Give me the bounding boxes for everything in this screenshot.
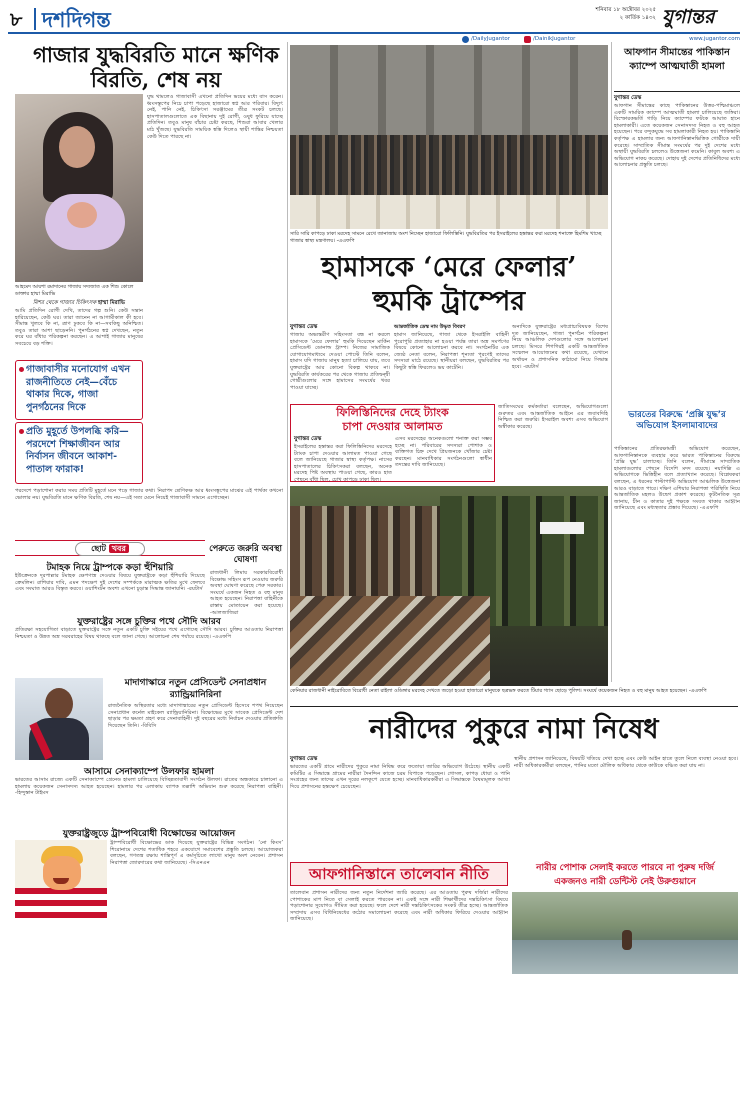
- quote-text-1: গাজাবাসীর মনোযোগ এখন রাজনীতিতে নেই—বেঁচে থাকার দিকে, গাজা পুনর্গঠনের দিকে: [26, 364, 131, 413]
- trump-cartoon: [15, 840, 107, 924]
- afghan-body: আফগান সীমান্তের কাছে পাকিস্তানের উত্তর-পশ্চিমাঞ্চলে একটি সামরিক ক্যাম্পে আত্মঘাতী হামলা চালিয়েছে জঙ্গিরা। বিস্ফোরকভর্তি গাড়ি নিয়ে ক্যাম্পের ফটকে আঘাত হানে হামলাকারী। এতে কয়েকজন সেনাসদস্য নিহত ও বহু আহত হয়েছেন। পরে বন্দুকযুদ্ধে সব হামলাকারী নিহত হয়। পাকিস্তানি কর্তৃপক্ষ এ হামলার জন্য আফগানিস্তানভিত্তিক গোষ্ঠীকে দায়ী করেছে। সাম্প্রতিক সীমান্ত সংঘর্ষের পর দুই দেশের মধ্যে অস্থায়ী যুদ্ধবিরতি চললেও উত্তেজনা কমেনি। কাবুল অবশ্য এ অভিযোগ নাকচ করেছে। দোহায় দুই দেশের প্রতিনিধিদের মধ্যে আলোচনার প্রস্তুতি চলছে।: [614, 103, 740, 169]
- women-byline: যুগান্তর ডেস্ক: [290, 756, 318, 762]
- short-news-header: [15, 540, 205, 556]
- quote-text-2: প্রতি মুহূর্তে উপলব্ধি করি—পরদেশে শিক্ষাজীবন আর নির্বাসন জীবনে আকাশ-পাতাল ফারাক!: [26, 426, 129, 475]
- section-title: দশদিগন্ত: [42, 7, 111, 32]
- assam-title: আসামে সেনাক্যাম্পে উলফার হামলা: [84, 767, 214, 777]
- hamas-headline-1: হামাসকে ‘মেরে ফেলার’: [321, 252, 577, 283]
- tanks-headline-1: ফিলিস্তিনিদের দেহে ট্যাংক: [336, 406, 449, 419]
- hamas-body-col2: হামাস জানিয়েছে, গাজা থেকে ইসরাইলি বাহিনী পুরোপুরি প্রত্যাহার না হওয়া পর্যন্ত তারা অস্ত্র সমর্পণের বিষয়ে কোনো আলোচনা করবে না। সংগঠনটির এক জ্যেষ্ঠ নেতা বলেন, নিরাপত্তা শূন্যতা পূরণেই তাদের সদস্যরা মাঠে রয়েছে। স্থানীয়রা বলছেন, যুদ্ধবিরতির পর কিছুটা স্বস্তি ফিরলেও ভয় কাটেনি।: [394, 332, 509, 371]
- madagascar-text: রাজনৈতিক অস্থিরতার মধ্যে মাদাগাস্কারের নতুন প্রেসিডেন্ট হিসেবে শপথ নিয়েছেন সেনাপ্রধান কর্নেল মাইকেল র‌্যান্ড্রিয়ানিরিনা। বিক্ষোভের মুখে সাবেক প্রেসিডেন্ট দেশ ছাড়ার পর ক্ষমতা গ্রহণ করে সেনাবাহিনী। দুই বছরের মধ্যে নির্বাচন দেওয়ার প্রতিশ্রুতি দিয়েছেন তিনি। -বিবিসি: [108, 703, 283, 729]
- india-headline: ভারতের বিরুদ্ধে ‘প্রক্সি যুদ্ধ’র অভিযোগ ইসলামাবাদের: [628, 410, 726, 431]
- tanks-byline: যুগান্তর ডেস্ক: [294, 436, 322, 442]
- gaza-headline: গাজার যুদ্ধবিরতি মানে ক্ষণিক বিরতি, শেষ নয়: [33, 42, 279, 92]
- tomahawk-text: ইউক্রেনকে দূরপাল্লার টমাহক ক্ষেপণাস্ত্র দেওয়ার বিষয়ে যুক্তরাষ্ট্রকে কড়া হুঁশিয়ারি দিয়েছে ক্রেমলিন। রাশিয়ার দাবি, এমন পদক্ষেপ দুই দেশের সম্পর্ককে মারাত্মক ক্ষতির মুখে ফেলবে এবং সংঘাত আরও বিস্তৃত করবে। ওয়াশিংটন অবশ্য এখনো চূড়ান্ত সিদ্ধান্ত জানায়নি। -রয়টার্স: [15, 573, 205, 593]
- gaza-byline: [15, 300, 143, 308]
- website-link[interactable]: www.jugantor.com: [689, 36, 740, 42]
- women-sub-headline-2: একজনও নারী ডেন্টিস্ট নেই উরুগুয়ানে: [554, 877, 696, 887]
- gaza-quote-1: [15, 360, 143, 420]
- women-headline: নারীদের পুকুরে নামা নিষেধ: [369, 714, 659, 745]
- bathing-person: [622, 930, 632, 950]
- madagascar-title: মাদাগাস্কারে নতুন প্রেসিডেন্ট সেনাপ্রধান র‌্যান্ড্রিয়ানিরিনা: [124, 678, 267, 700]
- column-separator-right: [611, 42, 612, 682]
- byline-name: হাম্মা মিরাভি: [97, 300, 125, 306]
- india-body: পাকিস্তানের প্রতিরক্ষামন্ত্রী অভিযোগ করেছেন, আফগানিস্তানকে ব্যবহার করে ভারত পাকিস্তানের বিরুদ্ধে ‘প্রক্সি যুদ্ধ’ চালাচ্ছে। তিনি বলেন, সীমান্তে সাম্প্রতিক হামলাগুলোর পেছনে বিদেশি মদদ রয়েছে। নয়াদিল্লি এ অভিযোগকে ভিত্তিহীন বলে প্রত্যাখ্যান করেছে। বিশ্লেষকরা বলছেন, এ ধরনের পাল্টাপাল্টি অভিযোগ আঞ্চলিক উত্তেজনা আরও বাড়াতে পারে। দক্ষিণ এশিয়ার নিরাপত্তা পরিস্থিতি নিয়ে আন্তর্জাতিক মহলও উদ্বেগ প্রকাশ করেছে। কূটনৈতিক সূত্র জানায়, চীন ও কাতার দুই পক্ষকে সংযত থাকার আহ্বান জানিয়েছে এবং মধ্যস্থতার প্রস্তাব দিয়েছে। -এএফপি: [614, 446, 740, 512]
- taliban-body: তালেবান প্রশাসন নারীদের জন্য নতুন নির্দেশনা জারি করেছে। এর আওতায় পুরুষ দর্জিরা নারীদের পোশাকের মাপ নিতে বা সেলাই করতে পারবেন না। একই সঙ্গে নারী শিক্ষার্থীদের দন্তচিকিৎসা বিষয়ে পড়াশোনার সুযোগও সীমিত করা হয়েছে। ফলে দেশে নারী দন্তচিকিৎসকের সংকট তীব্র হচ্ছে। আন্তর্জাতিক সম্প্রদায় এসব বিধিনিষেধের কঠোর সমালোচনা করেছে এবং নারী অধিকার ফিরিয়ে দেওয়ার আহ্বান জানিয়েছে।: [290, 890, 508, 923]
- women-sub-headline-1: নারীর পোশাক সেলাই করতে পারবে না পুরুষ দর্জি: [536, 863, 714, 873]
- peru-text: রাজধানী লিমায় সরকারবিরোধী বিক্ষোভ সহিংস রূপ নেওয়ায় জরুরি অবস্থা ঘোষণা করেছে পেরু সরকার। সংঘর্ষে একজন নিহত ও বহু মানুষ আহত হয়েছেন। নিরাপত্তা বাহিনীকে রাস্তায় মোতায়েন করা হয়েছে। -আলজাজিরা: [210, 570, 283, 616]
- page-number: ৮: [10, 9, 23, 31]
- facebook-icon: [462, 36, 469, 43]
- short-news-label: ছোট: [91, 544, 106, 553]
- masthead-underline: [8, 32, 740, 34]
- pond-photo: [512, 892, 738, 974]
- saudi-title: যুক্তরাষ্ট্রের সঙ্গে চুক্তির পথে সৌদি আরব: [77, 617, 221, 627]
- funeral-photo: [290, 45, 608, 229]
- hamas-box-byline: আন্তর্জাতিক ডেস্ক নাম উদ্ধৃত বিবরণ: [394, 324, 466, 330]
- gaza-body-col2: যুদ্ধ থামলেও গাজাবাসী এখনো প্রতিদিন ভয়ের মধ্যে বাস করেন। ধ্বংসস্তূপের নিচে চাপা পড়েছে হাজারো স্বপ্ন আর পরিবার। বিদ্যুৎ নেই, পানি নেই, চিকিৎসা সরঞ্জামের তীব্র সংকট চলছে। হাসপাতালগুলোতে এক বিছানায় দুই রোগী, ওষুধ ফুরিয়ে যাচ্ছে প্রতিদিন। তবুও মানুষ বাঁচার চেষ্টা করছে, শিশুরা আবার খেলার মাঠ খুঁজছে। যুদ্ধবিরতি সাময়িক স্বস্তি দিলেও স্থায়ী শান্তির নিশ্চয়তা কেউ দিতে পারছে না।: [147, 94, 283, 140]
- hamas-byline: যুগান্তর ডেস্ক: [290, 324, 318, 330]
- women-body-2: স্থানীয় প্রশাসন জানিয়েছে, বিষয়টি খতিয়ে দেখা হচ্ছে এবং কেউ আইন হাতে তুলে নিলে ব্যবস্থা নেওয়া হবে। নারী অধিকারকর্মীরা বলছেন, পানির মতো মৌলিক অধিকার থেকে কাউকে বঞ্চিত করা যায় না।: [514, 756, 738, 769]
- madagascar-president-photo: [15, 678, 103, 760]
- tanks-headline-2: চাপা দেওয়ার আলামত: [342, 420, 443, 433]
- tanks-body-col2: এসব মরদেহের অনেকগুলো শনাক্ত করা সম্ভব হচ্ছে না। পরিবারের সদস্যরা পোশাক ও ব্যক্তিগত চিহ্ন দেখে প্রিয়জনকে খোঁজার চেষ্টা করছেন। মানবাধিকার সংগঠনগুলো স্বাধীন তদন্তের দাবি জানিয়েছে।: [395, 436, 492, 469]
- hamas-body-col1: গাজায় অভ্যন্তরীণ সহিংসতা বন্ধ না করলে হামাসকে ‘মেরে ফেলার’ হুমকি দিয়েছেন মার্কিন প্রেসিডেন্ট ডোনাল্ড ট্রাম্প। নিজের সামাজিক যোগাযোগমাধ্যমে দেওয়া পোস্টে তিনি বলেন, হামাস যদি গাজায় মানুষ হত্যা চালিয়ে যায়, তবে যুক্তরাষ্ট্রের আর কোনো বিকল্প থাকবে না। যুদ্ধবিরতি কার্যকরের পর থেকে গাজায় প্রতিদ্বন্দ্বী গোষ্ঠীগুলোর সঙ্গে হামাসের সংঘর্ষের খবর পাওয়া যাচ্ছে।: [290, 332, 390, 391]
- social-bar: [462, 35, 740, 44]
- byline-prefix: মিশর থেকে গাজার চিকিৎসক: [33, 300, 97, 306]
- gaza-photo-caption: আহমেদ আয়শা রমাদানের গাজায় সদ্যজাত এক শিশু কোলে ডাক্তার হাম্মা মিরাভি: [15, 284, 134, 297]
- hamas-body-col3: অন্যদিকে যুক্তরাষ্ট্রের মধ্যপ্রাচ্যবিষয়ক বিশেষ দূত জানিয়েছেন, গাজা পুনর্গঠন পরিকল্পনা নিয়ে আঞ্চলিক দেশগুলোর সঙ্গে আলোচনা চলছে। মিসরে শিগগিরই একটি আন্তর্জাতিক সম্মেলন আয়োজনের কথা রয়েছে, যেখানে অর্থায়ন ও প্রশাসনিক কাঠামো নিয়ে সিদ্ধান্ত হবে। -রয়টার্স: [512, 324, 608, 370]
- crowd: [290, 135, 608, 195]
- funeral-photo-caption: সারি সারি কাপড়ে ঢাকা মরদেহ সামনে রেখে জানাজায় অংশ নিচ্ছেন হাজারো ফিলিস্তিনি। যুদ্ধবিরতির পর ইসরাইলের হস্তান্তর করা মরদেহ শনাক্তে হিমশিম খাচ্ছে গাজার স্বাস্থ্য মন্ত্রণালয়। -এএফপি: [290, 231, 602, 244]
- police-label: [540, 522, 584, 534]
- date-line-2: ২ কার্তিক ১৪৩২: [619, 15, 656, 21]
- tanks-side-text: জাতিসংঘের কর্মকর্তারা বলেছেন, অভিযোগগুলো গুরুতর এবং আন্তর্জাতিক আইনে এর জবাবদিহি নিশ্চিত করা জরুরি। ইসরাইল অবশ্য এসব অভিযোগ অস্বীকার করেছে।: [498, 404, 608, 430]
- flag-stripes: [15, 888, 107, 924]
- women-body-1: ভারতের একটি গ্রামে নারীদের পুকুরে নামা নিষিদ্ধ করে ফতোয়া জারির অভিযোগ উঠেছে। স্থানীয় একটি কমিটির এ সিদ্ধান্তে গ্রামের নারীরা দৈনন্দিন কাজে চরম বিপাকে পড়েছেন। গোসল, কাপড় ধোয়া ও পানি সংগ্রহের জন্য তাদের এখন দূরের নলকূপে যেতে হচ্ছে। মানবাধিকারকর্মীরা এ সিদ্ধান্তকে বৈষম্যমূলক আখ্যা দিয়ে প্রশাসনের হস্তক্ষেপ চেয়েছেন।: [290, 764, 510, 790]
- crowd-lying: [290, 596, 490, 686]
- cartoon-face: [43, 856, 81, 890]
- saudi-text: প্রতিরক্ষা সহযোগিতা বাড়াতে যুক্তরাষ্ট্রের সঙ্গে নতুন একটি চুক্তি সইয়ের পথে এগোচ্ছে সৌদি আরব। চুক্তির আওতায় নিরাপত্তা নিশ্চয়তা ও উন্নত অস্ত্র সরবরাহের বিষয় থাকছে বলে জানা গেছে। আলোচনা শেষ পর্যায়ে রয়েছে। -এএফপি: [15, 627, 283, 640]
- ruined-building: [290, 45, 608, 135]
- kenya-photo-caption: কেনিয়ার রাজধানী নাইরোবিতে বিরোধী নেতা রাইলা ওডিঙ্গার মরদেহ দেখতে জড়ো হওয়া হাজারো মানুষকে ছত্রভঙ্গ করতে টিয়ার গ্যাস ছোড়ে পুলিশ। সংঘর্ষে কয়েকজন নিহত ও বহু মানুষ আহত হয়েছেন। -এএফপি: [290, 688, 707, 694]
- masthead: [8, 4, 740, 34]
- tomahawk-title: টমাহক নিয়ে ট্রাম্পকে কড়া হুঁশিয়ারি: [46, 563, 174, 573]
- gaza-body-col1-end: পরদেশে পড়াশোনা করার সময় প্রতিটি মুহূর্তে মনে পড়ে গাজার কথা। নিরাপদ শ্রেণিকক্ষ আর ধ্বংসস্তূপের মাঝের এই পার্থক্য কখনো ভোলার নয়। যুদ্ধবিরতি মানে ক্ষণিক বিরতি, শেষ নয়—এই সত্য মেনে নিয়েই গাজাবাসী সামনে এগোচ্ছেন।: [15, 488, 283, 501]
- doctor-face: [59, 126, 95, 168]
- social-handle-2[interactable]: /DainikJugantor: [533, 36, 576, 42]
- shrouded-bodies: [290, 195, 608, 229]
- afghan-headline: আফগান সীমান্তের পাকিস্তান ক্যাম্পে আত্মঘাতী হামলা: [624, 47, 730, 72]
- peru-title: পেরুতে জরুরি অবস্থা ঘোষণা: [209, 544, 282, 565]
- social-handle-1[interactable]: /DailyJugantor: [471, 36, 511, 42]
- protest-text: ট্রাম্পবিরোধী বিক্ষোভের ডাক দিয়েছে যুক্তরাষ্ট্রের বিভিন্ন সংগঠন। ‘নো কিংস’ শিরোনামে দেশের শতাধিক শহরে একযোগে সমাবেশের প্রস্তুতি চলছে। আয়োজকরা বলছেন, গণতন্ত্র রক্ষায় শান্তিপূর্ণ এ কর্মসূচিতে লাখো মানুষ অংশ নেবেন। প্রশাসন নিরাপত্তা জোরদারের কথা জানিয়েছে। -সিএনএন: [110, 840, 283, 866]
- newborn-face: [67, 202, 97, 228]
- president-head: [45, 688, 73, 720]
- kenya-police-photo: [290, 486, 608, 686]
- protest-title: যুক্তরাষ্ট্রজুড়ে ট্রাম্পবিরোধী বিক্ষোভের আয়োজন: [62, 829, 236, 839]
- women-headline-rule-top: [290, 706, 738, 707]
- gaza-body-col1: আমি প্রতিদিন রোগী দেখি, তাদের গল্প শুনি। কেউ সন্তান হারিয়েছেন, কেউ ঘর। তারা জানেন না আগামীকাল কী হবে। সীমান্ত খুলবে কি না, ত্রাণ ঢুকবে কি না—সবকিছু অনিশ্চিত। তবুও তারা আশা ছাড়েননি। পুনর্গঠনের স্বপ্ন দেখছেন, নতুন করে ঘর বাঁধার পরিকল্পনা করছেন। এ আশাই গাজার মানুষের সবচেয়ে বড় শক্তি।: [15, 308, 143, 347]
- masthead-divider: [34, 8, 36, 30]
- bullet-dot-2: [19, 429, 24, 434]
- hamas-headline-2: হুমকি ট্রাম্পের: [372, 286, 526, 317]
- taliban-headline: আফগানিস্তানে তালেবান নীতি: [309, 865, 489, 883]
- short-news-label-accent: খবর: [109, 544, 129, 553]
- bullet-dot-1: [19, 367, 24, 372]
- tanks-body-col1: ইসরাইলের হস্তান্তর করা ফিলিস্তিনিদের মরদেহে ট্যাংক চাপা দেওয়ার আলামত পাওয়া গেছে বলে জানিয়েছে গাজার স্বাস্থ্য কর্তৃপক্ষ। নাসের হাসপাতালের চিকিৎসকরা বলছেন, অনেক মরদেহ পিষ্ট অবস্থায় পাওয়া গেছে, কারও হাত পেছনে বাঁধা ছিল, চোখ কাপড়ে ঢাকা ছিল।: [294, 444, 392, 483]
- date-line-1: শনিবার ১৮ অক্টোবর ২০২৫: [595, 7, 656, 13]
- column-separator-left: [287, 42, 288, 922]
- afghan-byline: যুগান্তর ডেস্ক: [614, 95, 642, 101]
- gaza-doctor-photo: [15, 94, 143, 282]
- youtube-icon: [524, 36, 531, 43]
- crowd-left: [290, 506, 440, 596]
- gaza-quote-2: [15, 422, 143, 484]
- brand-logo: যুগান্তর: [662, 6, 715, 28]
- assam-text: ভারতের আসাম রাজ্যে একটি সেনাক্যাম্পে গ্রেনেড হামলা চালিয়েছে বিচ্ছিন্নতাবাদী সংগঠন উলফা। রাতের অন্ধকারে চালানো এ হামলায় কয়েকজন সেনাসদস্য আহত হয়েছেন। হামলার পর এলাকায় ব্যাপক তল্লাশি অভিযান শুরু করেছে নিরাপত্তা বাহিনী। -হিন্দুস্তান টাইমস: [15, 777, 283, 797]
- short-news-badge: [75, 542, 145, 556]
